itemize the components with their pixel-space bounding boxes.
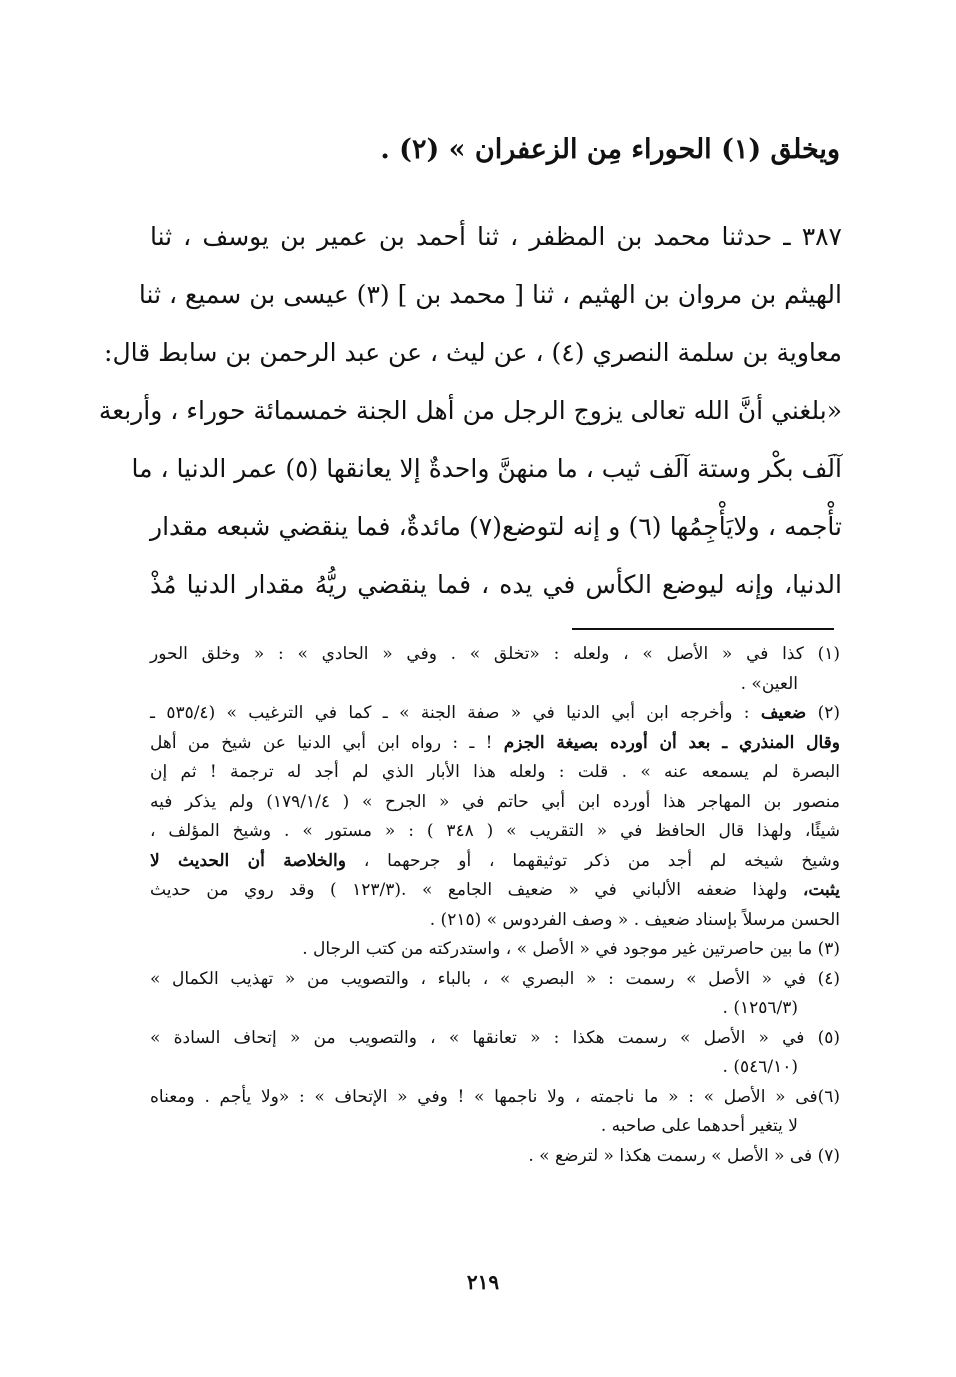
footnote-1-line: العين» . <box>740 673 798 694</box>
main-text-line: الهيثم بن مروان بن الهثيم ، ثنا [ محمد بن ] (٣) عيسى بن سميع ، ثنا <box>138 280 842 309</box>
footnote-5-line: (٥) في « الأصل » رسمت هكذا : « تعانقها » ، والتصويب من « إتحاف السادة » <box>150 1027 840 1048</box>
footnote-2-number: (٢) <box>817 703 841 723</box>
page-number: ٢١٩ <box>466 1270 500 1294</box>
footnote-5-line: (٥٤٦/١٠) . <box>722 1057 798 1077</box>
footnote-2-line: شيئًا، ولهذا قال الحافظ في « التقريب » ( ٣٤٨ ) : « مستور » . وشيخ المؤلف ، <box>150 821 840 841</box>
footnote-6-line: لا يتغير أحدهما على صاحبه . <box>600 1116 798 1136</box>
footnote-2-bold-text: وقال المنذري ـ بعد أن أورده بصيغة الجزم <box>503 732 840 753</box>
main-text-line: «بلغني أنَّ الله تعالى يزوج الرجل من أهل الجنة خمسمائة حوراء ، وأربعة <box>98 396 842 425</box>
footnote-2-line <box>150 729 840 759</box>
footnote-4-line: (٤) في « الأصل » رسمت : « البصري » ، بالباء ، والتصويب من « تهذيب الكمال » <box>150 968 840 989</box>
footnote-2-line: منصور بن المهاجر هذا أورده ابن أبي حاتم في « الجرح » ( ١٧٩/١/٤) ولم يذكر فيه <box>150 791 840 812</box>
footnote-2-text: ! ـ : رواه ابن أبي الدنيا عن شيخ من أهل <box>150 732 493 753</box>
footnote-7-line: (٧) فى « الأصل » رسمت هكذا « لترضع » . <box>528 1145 840 1166</box>
footnote-2-bold-text: يثبت، <box>802 880 840 900</box>
footnotes <box>150 640 840 1171</box>
main-text-line: الدنيا، وإنه ليوضع الكأس في يده ، فما ينقضي ريُّهُ مقدار الدنيا مُذْ <box>150 570 842 599</box>
footnote-2-line: البصرة لم يسمعه عنه » . قلت : ولعله هذا الأبار الذي لم أجد له ترجمة ! ثم إن <box>150 762 840 782</box>
main-text-line: تأْجمه ، ولايَأْجِمُها (٦) و إنه لتوضع(٧) مائدةٌ، فما ينقضي شبعه مقدار <box>150 512 842 541</box>
footnote-4-line: (١٢٥٦/٣) . <box>722 998 798 1018</box>
footnote-2-text: : وأخرجه ابن أبي الدنيا في « صفة الجنة » ـ كما في الترغيب » (٥٣٥/٤ ـ <box>150 703 750 723</box>
footnote-2-line <box>150 876 840 906</box>
footnote-2-text: وشيخ شيخه لم أجد من ذكر توثيقهما ، أو جرحهما ، <box>363 850 840 871</box>
footnote-2-bold-text: والخلاصة أن الحديث لا <box>150 850 346 871</box>
footnote-1-line: (١) كذا في « الأصل » ، ولعله : «تخلق » . وفي « الحادي » : « وخلق الحور <box>150 644 840 664</box>
footnote-2-grade: ضعيف <box>760 703 807 723</box>
footnote-2-line: الحسن مرسلاً بإسناد ضعيف . « وصف الفردوس » (٢١٥) . <box>429 909 840 930</box>
footnote-3-line: (٣) ما بين حاصرتين غير موجود في « الأصل » ، واستدركته من كتب الرجال . <box>302 939 840 959</box>
footnote-6-line: (٦)فى « الأصل » : « ما ناجمته ، ولا ناجمها » ! وفي « الإتحاف » : «ولا يأجم . ومعناه <box>150 1086 840 1107</box>
main-text <box>98 208 842 614</box>
footnote-2-text: ولهذا ضعفه الألباني في « ضعيف الجامع » .(١٢٣/٣ ) وقد روي من حديث <box>150 880 788 900</box>
main-text-line: معاوية بن سلمة النصري (٤) ، عن ليث ، عن عبد الرحمن بن سابط قال: <box>104 338 842 367</box>
footnote-2-line <box>150 847 840 877</box>
main-text-line: آلَف بكْر وستة آلَف ثيب ، ما منهنَّ واحدةٌ إلا يعانقها (٥) عمر الدنيا ، ما <box>131 454 842 483</box>
continuation-heading: ويخلق (١) الحوراء مِن الزعفران » (٢) . <box>380 134 840 165</box>
main-text-line: ٣٨٧ ـ حدثنا محمد بن المظفر ، ثنا أحمد بن عمير بن يوسف ، ثنا <box>150 222 842 251</box>
footnote-separator <box>572 628 834 630</box>
footnote-2-line <box>150 699 840 729</box>
